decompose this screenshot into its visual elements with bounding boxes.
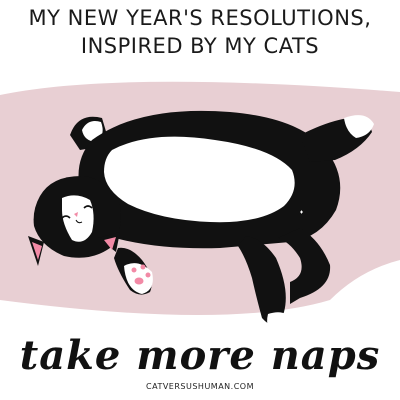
caption-text: take more naps bbox=[19, 332, 381, 379]
title-line-2: INSPIRED BY MY CATS bbox=[80, 34, 320, 58]
credit-text: CATVERSUSHUMAN.COM bbox=[146, 382, 254, 391]
title-line-1: MY NEW YEAR'S RESOLUTIONS, bbox=[28, 6, 372, 30]
